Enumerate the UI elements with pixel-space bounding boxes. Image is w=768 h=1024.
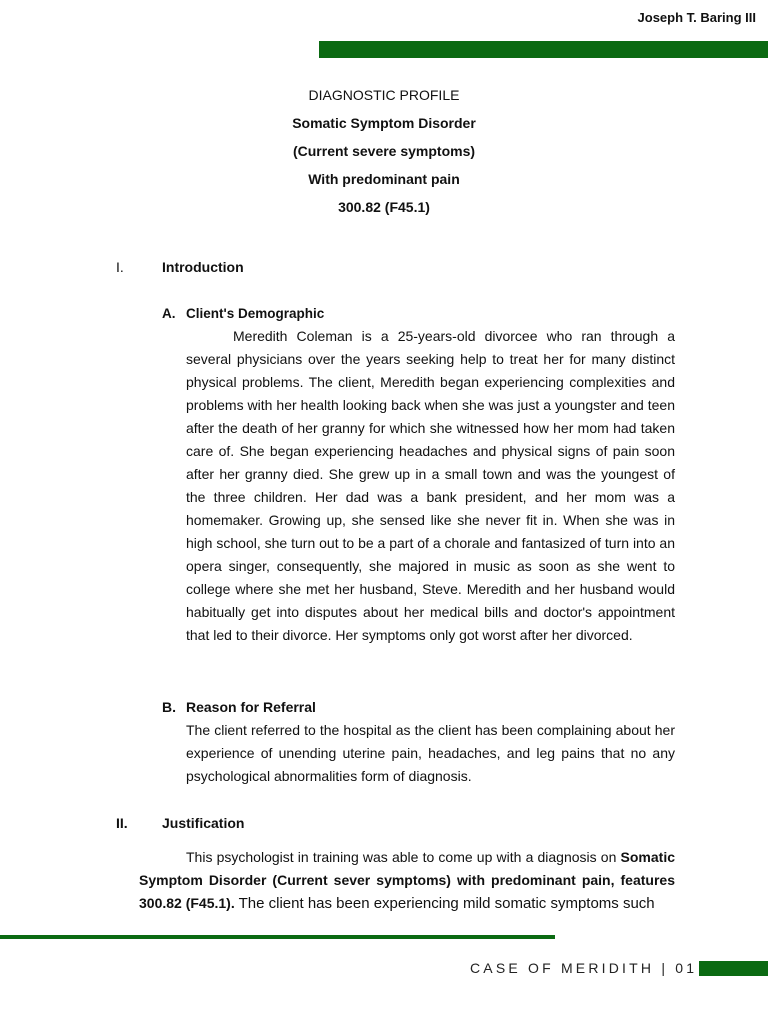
diagnosis-severity: (Current severe symptoms) [292, 143, 476, 159]
header-accent-bar [319, 41, 768, 58]
justification-diagnosis: Somatic Symptom Disorder (Current sever symptoms) with predominant pain, features 300.82 (F45.1). [139, 849, 675, 911]
referral-paragraph: The client referred to the hospital as the client has been complaining about her experience of unending uterine pain, headaches, and leg pains that no any psychological abnormalities form of diagnosis. [186, 722, 675, 784]
page-number: 01 [675, 960, 698, 976]
diagnosis-specifier: With predominant pain [308, 171, 460, 187]
author-name: Joseph T. Baring III [637, 10, 756, 25]
title-block [0, 84, 768, 224]
justification-paragraph [139, 846, 675, 915]
diagnosis-name: Somatic Symptom Disorder [292, 115, 476, 131]
document-type: DIAGNOSTIC PROFILE [308, 87, 460, 103]
subsection-a-label: A. [162, 306, 176, 321]
section-2-heading: Justification [162, 815, 245, 831]
footer-separator: | [661, 960, 669, 976]
section-1-heading: Introduction [162, 259, 244, 275]
footer-accent-bar [699, 961, 768, 976]
section-1-numeral: I. [116, 259, 124, 275]
subsection-b-label: B. [162, 699, 176, 715]
subsection-b-heading: Reason for Referral [186, 699, 316, 715]
demographic-paragraph: Meredith Coleman is a 25-years-old divorcee who ran through a several physicians over the years seeking help to treat her for many distinct physical problems. The client, Meredith began experiencing complexities and problems with her health looking back when she was just a youngster and teen after the death of her granny for which she witnessed how her mom had taken care of. She began experiencing headaches and physical signs of pain soon after her granny died. She grew up in a small town and was the youngest of the three children. Her dad was a bank president, and her mom was a homemaker. Growing up, she sensed like she never fit in. When she was in high school, she turn out to be a part of a chorale and fantasized of turn into an opera singer, consequently, she majored in music as soon as she went to college where she met her husband, Steve. Meredith and her husband would habitually get into disputes about her medical bills and doctor's appointment that led to their divorce. Her symptoms only got worst after her divorced. [186, 328, 675, 643]
justification-intro: This psychologist in training was able to come up with a diagnosis on [186, 849, 621, 865]
footer-rule [0, 935, 555, 939]
footer-label: CASE OF MERIDITH [470, 960, 655, 976]
footer [470, 960, 697, 976]
subsection-a-heading: Client's Demographic [186, 306, 325, 321]
section-2-numeral: II. [116, 815, 128, 831]
justification-continuation: The client has been experiencing mild somatic symptoms such [234, 895, 655, 912]
diagnosis-code: 300.82 (F45.1) [338, 199, 430, 215]
